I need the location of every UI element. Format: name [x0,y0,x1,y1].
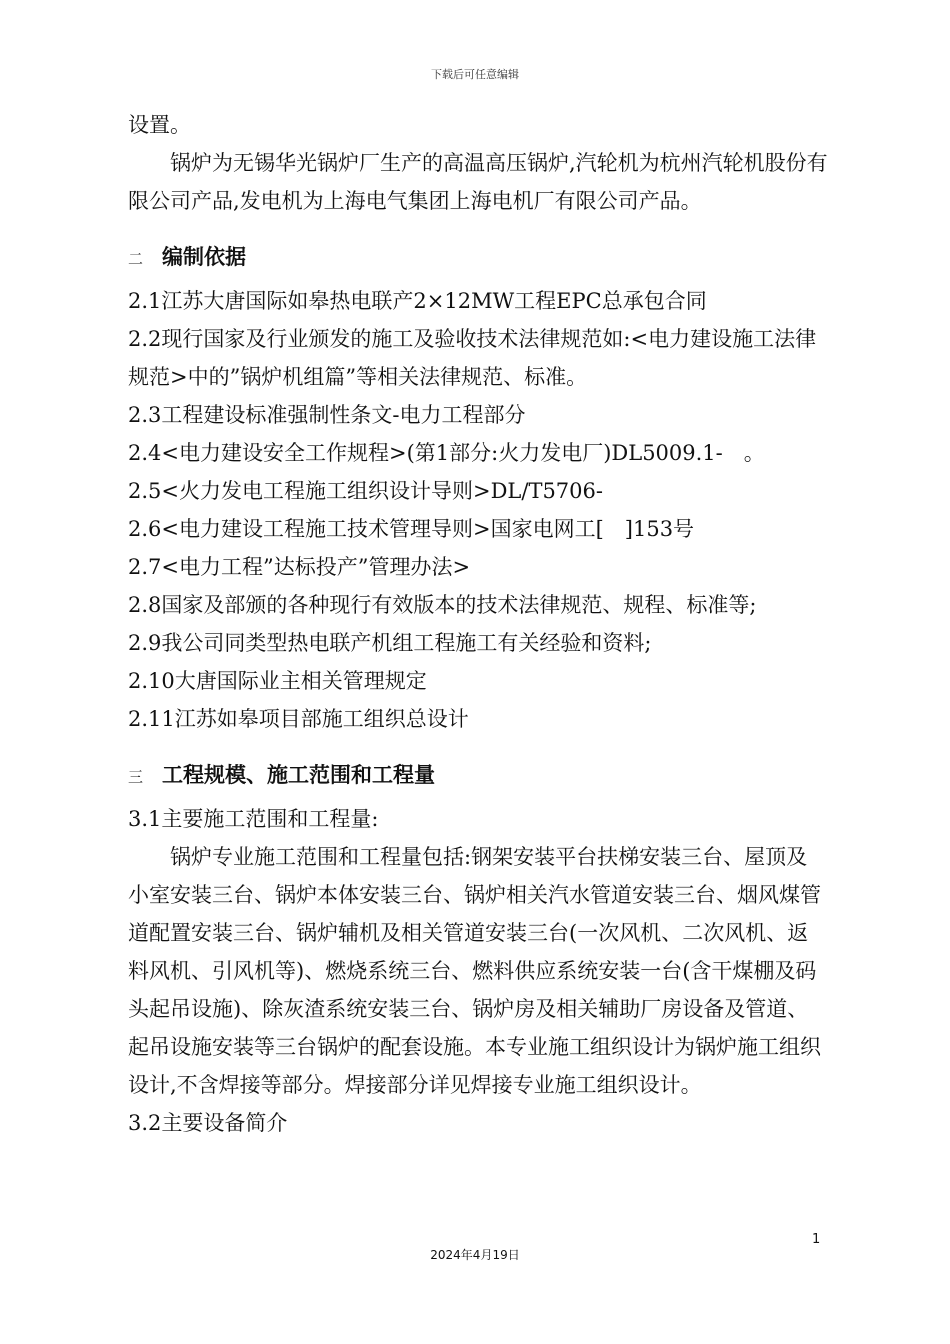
document-body [128,106,828,1142]
page-number: 1 [812,1232,821,1247]
list-item: 2.5<火力发电工程施工组织设计导则>DL/T5706- [128,479,603,503]
section-title: 工程规模、施工范围和工程量 [162,763,435,787]
list-item: 2.6<电力建设工程施工技术管理导则>国家电网工[ ]153号 [128,517,695,541]
section-heading [128,756,828,796]
paragraph: 锅炉专业施工范围和工程量包括:钢架安装平台扶梯安装三台、屋顶及小室安装三台、锅炉本体安装三台、锅炉相关汽水管道安装三台、烟风煤管道配置安装三台、锅炉辅机及相关管道安装三台(一次风机、二次风机、返料风机、引风机等)、燃烧系统三台、燃料供应系统安装一台(含干煤棚及码头起吊设施)、除灰渣系统安装三台、锅炉房及相关辅助厂房设备及管道、起吊设施安装等三台锅炉的配套设施。本专业施工组织设计为锅炉施工组织设计,不含焊接等部分。焊接部分详见焊接专业施工组织设计。 [128,845,821,1097]
list-item: 2.4<电力建设安全工作规程>(第1部分:火力发电厂)DL5009.1- 。 [128,441,765,465]
paragraph: 锅炉为无锡华光锅炉厂生产的高温高压锅炉,汽轮机为杭州汽轮机股份有限公司产品,发电机为上海电气集团上海电机厂有限公司产品。 [128,151,828,213]
paragraph: 设置。 [128,113,191,137]
subsection-heading: 3.2主要设备简介 [128,1111,288,1135]
section-number: 三 [128,768,144,786]
list-item: 2.8国家及部颁的各种现行有效版本的技术法律规范、规程、标准等; [128,593,757,617]
list-item: 2.9我公司同类型热电联产机组工程施工有关经验和资料; [128,631,652,655]
list-item: 2.11江苏如皋项目部施工组织总设计 [128,707,469,731]
list-item: 2.1江苏大唐国际如皋热电联产2×12MW工程EPC总承包合同 [128,289,707,313]
list-item: 2.3工程建设标准强制性条文-电力工程部分 [128,403,526,427]
subsection-heading: 3.1主要施工范围和工程量: [128,807,379,831]
section-number: 二 [128,250,144,268]
list-item: 2.7<电力工程”达标投产”管理办法> [128,555,471,579]
list-item: 2.10大唐国际业主相关管理规定 [128,669,427,693]
footer-date: 2024年4月19日 [430,1248,520,1262]
list-item: 2.2现行国家及行业颁发的施工及验收技术法律规范如:<电力建设施工法律规范>中的”锅炉机组篇”等相关法律规范、标准。 [128,327,817,389]
section-title: 编制依据 [162,245,246,269]
section-heading [128,238,828,278]
page-header: 下载后可任意编辑 [431,68,519,81]
